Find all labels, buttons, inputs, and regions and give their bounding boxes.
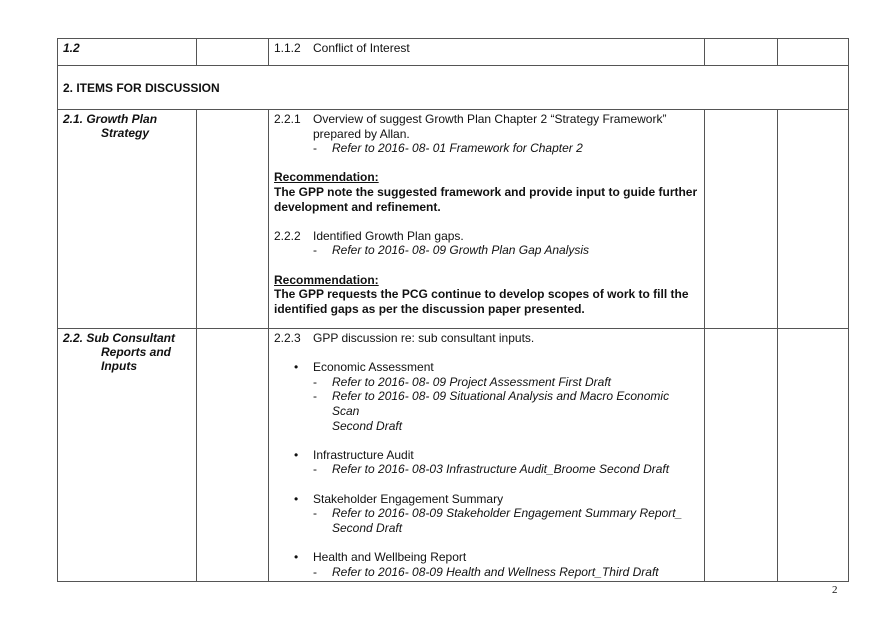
item-label-line: Strategy xyxy=(101,126,150,140)
reference-item xyxy=(274,462,699,477)
reference-item xyxy=(274,375,699,390)
bullet-title: Stakeholder Engagement Summary xyxy=(313,491,504,506)
dash-marker: - xyxy=(313,141,317,156)
item-text: Overview of suggest Growth Plan Chapter 2 “Strategy Framework” xyxy=(313,112,667,126)
dash-marker: - xyxy=(313,506,317,521)
reference-text: Refer to 2016- 08-03 Infrastructure Audit_Broome Second Draft xyxy=(332,462,670,477)
item-number: 2.2.3 xyxy=(274,331,301,345)
page-number: 2 xyxy=(832,584,838,596)
reference-text: Refer to 2016- 08- 01 Framework for Chapter 2 xyxy=(332,141,583,156)
reference-item xyxy=(274,141,699,156)
reference-item xyxy=(274,243,699,258)
recommendation-text: The GPP requests the PCG continue to develop scopes of work to fill the xyxy=(274,287,689,302)
recommendation-text: development and refinement. xyxy=(274,199,441,214)
bullet-icon: • xyxy=(294,491,299,506)
reference-text: Refer to 2016- 08-09 Stakeholder Engagement Summary Report_ xyxy=(332,506,683,521)
item-number: 2.2.1 xyxy=(274,112,301,126)
minutes-table xyxy=(57,38,849,582)
recommendation-text: The GPP note the suggested framework and provide input to guide further xyxy=(274,184,698,199)
dash-marker: - xyxy=(313,389,317,404)
bullet-title: Infrastructure Audit xyxy=(313,447,414,462)
reference-text: Refer to 2016- 08- 09 Situational Analysis and Macro Economic Scan xyxy=(332,389,670,418)
dash-marker: - xyxy=(313,462,317,477)
section-heading: 2. ITEMS FOR DISCUSSION xyxy=(63,81,220,95)
item-label-line: Inputs xyxy=(101,359,137,373)
reference-item xyxy=(274,506,699,521)
bullet-item xyxy=(274,550,699,565)
item-text: Conflict of Interest xyxy=(313,41,410,55)
item-label-line: 2.1. Growth Plan xyxy=(63,112,158,126)
bullet-item xyxy=(274,492,699,507)
dash-marker: - xyxy=(313,374,317,389)
item-text: prepared by Allan. xyxy=(313,126,410,141)
reference-text: Second Draft xyxy=(332,418,403,433)
item-label-line: Reports and xyxy=(101,345,172,359)
table-row xyxy=(58,110,849,329)
recommendation-heading: Recommendation: xyxy=(274,170,379,185)
reference-item xyxy=(274,565,699,580)
reference-text: Refer to 2016- 08- 09 Growth Plan Gap Analysis xyxy=(332,243,590,258)
table-row xyxy=(58,329,849,582)
section-row xyxy=(58,66,849,110)
item-label xyxy=(58,110,196,142)
item-text: Identified Growth Plan gaps. xyxy=(313,228,464,243)
bullet-title: Health and Wellbeing Report xyxy=(313,549,467,564)
bullet-icon: • xyxy=(294,360,299,375)
reference-item xyxy=(274,389,699,418)
bullet-item xyxy=(274,448,699,463)
bullet-item xyxy=(274,360,699,375)
recommendation-text: identified gaps as per the discussion paper presented. xyxy=(274,301,585,316)
dash-marker: - xyxy=(313,243,317,258)
item-text: GPP discussion re: sub consultant inputs. xyxy=(313,331,535,345)
item-number: 1.1.2 xyxy=(274,41,301,55)
item-label-line: 2.2. Sub Consultant xyxy=(63,331,176,345)
recommendation-heading: Recommendation: xyxy=(274,272,379,287)
item-number: 2.2.2 xyxy=(274,228,301,243)
dash-marker: - xyxy=(313,564,317,579)
reference-text: Refer to 2016- 08- 09 Project Assessment First Draft xyxy=(332,374,611,389)
table-row xyxy=(58,39,849,66)
reference-text: Refer to 2016- 08-09 Health and Wellness Report_Third Draft xyxy=(332,564,659,579)
reference-text: Second Draft xyxy=(332,520,403,535)
bullet-title: Economic Assessment xyxy=(313,360,434,375)
bullet-icon: • xyxy=(294,549,299,564)
item-label: 1.2 xyxy=(63,41,80,55)
item-label xyxy=(58,329,196,375)
bullet-icon: • xyxy=(294,447,299,462)
